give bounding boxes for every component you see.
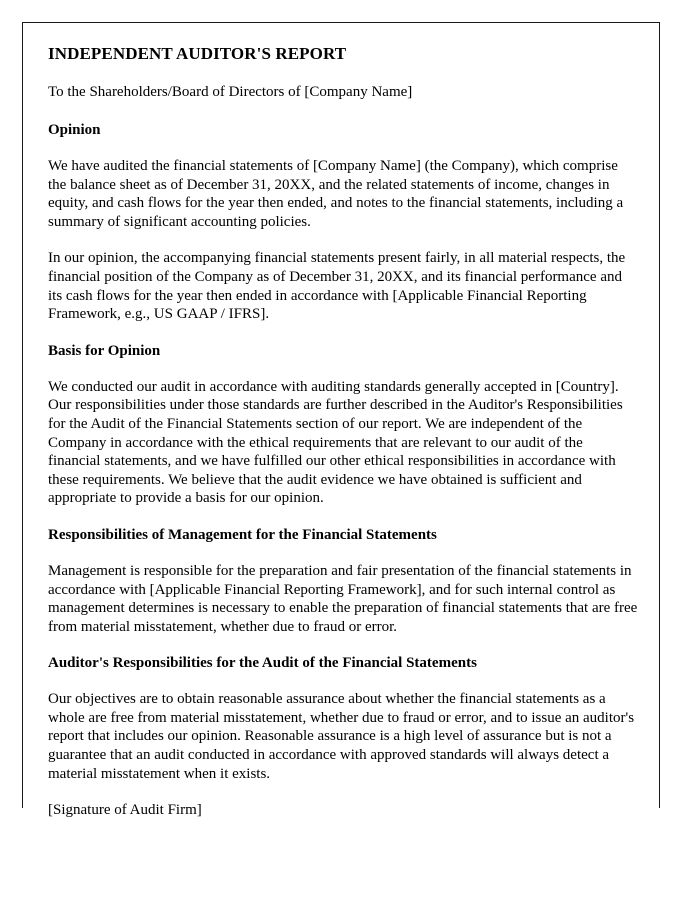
basis-for-opinion-paragraph-1: We conducted our audit in accordance with auditing standards generally accepted in [Country]. Our responsibilities under those standards are further described in the Auditor's Responsibilities for the Audit of the Financial Statements section of our report. We are independent of the Company in accordance with the ethical requirements that are relevant to our audit of the financial statements, and we have fulfilled our other ethical responsibilities in accordance with these requirements. We believe that the audit evidence we have obtained is sufficient and appropriate to provide a basis for our opinion. xyxy=(48,378,623,507)
auditor-responsibilities-paragraph-1: Our objectives are to obtain reasonable assurance about whether the financial statements as a whole are free from material misstatement, whether due to fraud or error, and to issue an auditor's report that includes our opinion. Reasonable assurance is a high level of assurance but is not a guarantee that an audit conducted in accordance with approved standards will always detect a material misstatement when it exists. xyxy=(48,691,635,782)
section-heading-auditor-responsibilities: Auditor's Responsibilities for the Audit of the Financial Statements xyxy=(48,655,477,672)
section-heading-basis-for-opinion: Basis for Opinion xyxy=(48,342,161,359)
opinion-paragraph-2: In our opinion, the accompanying financial statements present fairly, in all material respects, the financial position of the Company as of December 31, 20XX, and its financial performance and its cash flows for the year then ended in accordance with [Applicable Financial Reporting Framework, e.g., US GAAP / IFRS]. xyxy=(48,250,626,323)
audit-firm-signature-placeholder: [Signature of Audit Firm] xyxy=(48,802,202,819)
section-heading-management-responsibilities: Responsibilities of Management for the Financial Statements xyxy=(48,526,437,543)
management-responsibilities-paragraph-1: Management is responsible for the preparation and fair presentation of the financial statements in accordance with [Applicable Financial Reporting Framework], and for such internal control as management determines is necessary to enable the preparation of financial statements that are free from material misstatement, whether due to fraud or error. xyxy=(48,562,638,635)
addressee-line: To the Shareholders/Board of Directors of [Company Name] xyxy=(48,84,413,100)
document-body xyxy=(48,44,638,820)
section-heading-opinion: Opinion xyxy=(48,122,101,138)
page-title: INDEPENDENT AUDITOR'S REPORT xyxy=(48,44,347,63)
opinion-paragraph-1: We have audited the financial statements of [Company Name] (the Company), which comprise the balance sheet as of December 31, 20XX, and the related statements of income, changes in equity, and cash flows for the year then ended, and notes to the financial statements, including a summary of significant accounting policies. xyxy=(48,158,624,230)
